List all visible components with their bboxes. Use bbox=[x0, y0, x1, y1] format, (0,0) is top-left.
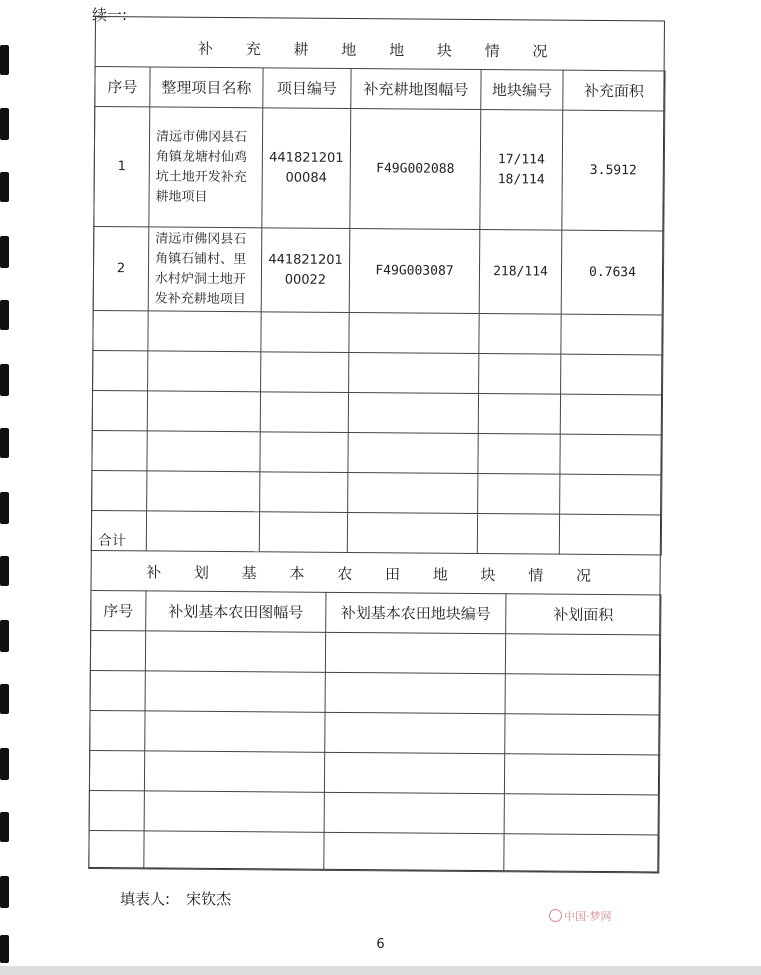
form-sheet bbox=[88, 16, 665, 872]
page-number: 6 bbox=[376, 937, 385, 952]
header-parcel-no: 地块编号 bbox=[481, 70, 563, 111]
empty-row bbox=[89, 790, 659, 834]
watermark-text: 中国·梦网 bbox=[564, 910, 612, 923]
row-project-code: 441821201 00084 bbox=[262, 108, 351, 229]
empty-row bbox=[92, 390, 662, 434]
filler-name: 宋钦杰 bbox=[186, 890, 232, 908]
total-label: 合计 bbox=[91, 510, 146, 550]
table-row bbox=[93, 226, 664, 314]
row-area: 3.5912 bbox=[562, 110, 665, 231]
row-project-name: 清远市佛冈县石角镇龙塘村仙鸡坑土地开发补充耕地项目 bbox=[149, 107, 263, 228]
header-index: 序号 bbox=[95, 67, 150, 107]
empty-row bbox=[92, 470, 662, 514]
empty-row bbox=[90, 710, 660, 754]
row-project-code: 441821201 00022 bbox=[261, 228, 350, 313]
header-index: 序号 bbox=[91, 590, 146, 630]
row-index: 2 bbox=[93, 226, 149, 310]
empty-row bbox=[93, 350, 663, 394]
header-map-sheet: 补充耕地图幅号 bbox=[351, 69, 481, 110]
continuation-label: 续一: bbox=[92, 6, 128, 24]
farmland-table bbox=[88, 590, 661, 873]
header-farmland-map-sheet: 补划基本农田图幅号 bbox=[146, 591, 326, 632]
farmland-header-row bbox=[91, 590, 661, 634]
supplement-section-title: 补 充 耕 地 地 块 情 况 bbox=[197, 39, 562, 61]
supplement-table bbox=[91, 66, 666, 555]
row-parcel-no: 218/114 bbox=[479, 230, 562, 315]
empty-row bbox=[90, 630, 660, 674]
seal-icon bbox=[549, 909, 562, 922]
empty-row bbox=[92, 430, 662, 474]
row-map-sheet: F49G003087 bbox=[349, 229, 480, 314]
header-farmland-parcel-no: 补划基本农田地块编号 bbox=[326, 592, 506, 633]
header-farmland-area: 补划面积 bbox=[506, 594, 661, 635]
empty-row bbox=[93, 310, 663, 354]
supplement-header-row bbox=[95, 67, 665, 111]
row-parcel-no: 17/114 18/114 bbox=[480, 110, 563, 231]
header-project-code: 项目编号 bbox=[263, 68, 351, 109]
empty-row bbox=[90, 670, 660, 714]
binding-marks bbox=[0, 0, 10, 975]
scan-edge bbox=[0, 966, 761, 975]
header-project-name: 整理项目名称 bbox=[150, 67, 263, 108]
row-map-sheet: F49G002088 bbox=[350, 109, 481, 230]
row-area: 0.7634 bbox=[561, 230, 664, 315]
farmland-section-title: 补 划 基 本 农 田 地 块 情 况 bbox=[146, 563, 606, 586]
empty-row bbox=[89, 750, 659, 794]
filler-label: 填表人: bbox=[120, 890, 171, 908]
row-project-name: 清远市佛冈县石角镇石铺村、里水村炉洞土地开发补充耕地项目 bbox=[148, 227, 262, 312]
total-row bbox=[91, 510, 661, 554]
watermark bbox=[549, 908, 612, 924]
table-row bbox=[94, 107, 665, 231]
empty-row bbox=[89, 830, 659, 872]
form-filler bbox=[120, 888, 231, 909]
header-area: 补充面积 bbox=[563, 70, 665, 111]
row-index: 1 bbox=[94, 107, 150, 227]
